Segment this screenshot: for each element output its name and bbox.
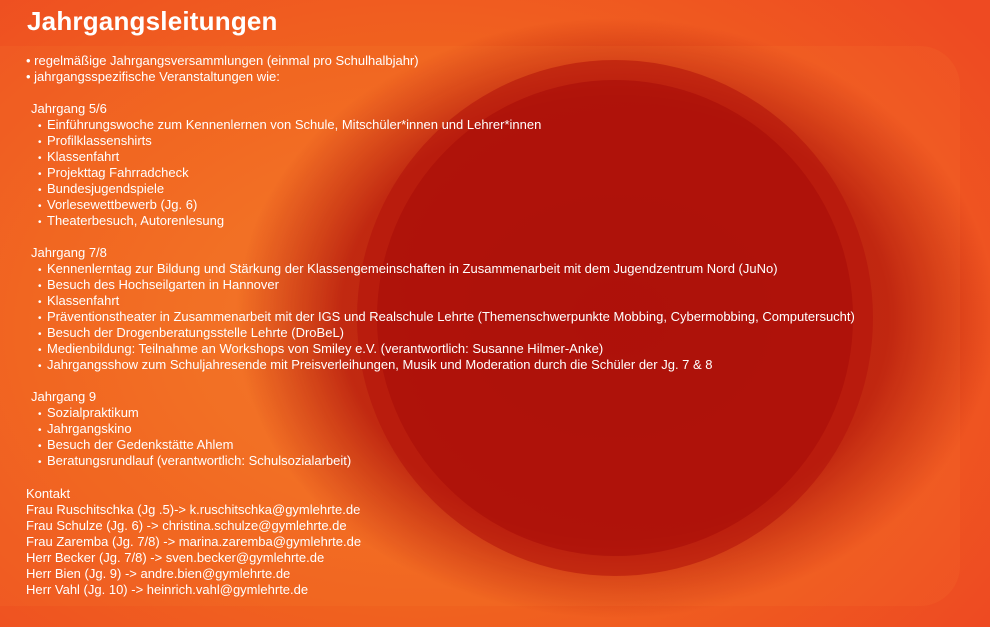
intro-line: • regelmäßige Jahrgangsversammlungen (einmal pro Schulhalbjahr) <box>26 53 419 68</box>
list-item-label: Kennenlerntag zur Bildung und Stärkung der Klassengemeinschaften in Zusammenarbeit mit dem Jugendzentrum Nord (JuNo) <box>47 261 778 276</box>
bullet-icon: • <box>38 153 42 164</box>
list-item-label: Bundesjugendspiele <box>47 181 165 196</box>
bullet-icon: • <box>38 425 42 436</box>
contact-line: Herr Becker (Jg. 7/8) -> sven.becker@gymlehrte.de <box>26 550 325 565</box>
list-item <box>38 453 351 471</box>
bullet-icon: • <box>38 121 42 132</box>
list-item-label: Beratungsrundlauf (verantwortlich: Schulsozialarbeit) <box>47 453 352 468</box>
bullet-icon: • <box>38 361 42 372</box>
contact-line: Frau Ruschitschka (Jg .5)-> k.ruschitschka@gymlehrte.de <box>26 502 361 517</box>
list-item <box>38 357 713 375</box>
intro-line: • jahrgangsspezifische Veranstaltungen wie: <box>26 69 280 84</box>
contact-line: Frau Schulze (Jg. 6) -> christina.schulze@gymlehrte.de <box>26 518 347 533</box>
list-item-label: Jahrgangsshow zum Schuljahresende mit Preisverleihungen, Musik und Moderation durch die Schüler der Jg. 7 & 8 <box>47 357 713 372</box>
list-item-label: Klassenfahrt <box>47 293 120 308</box>
list-item-label: Medienbildung: Teilnahme an Workshops von Smiley e.V. (verantwortlich: Susanne Hilmer-Anke) <box>47 341 604 356</box>
contact-line: Herr Bien (Jg. 9) -> andre.bien@gymlehrte.de <box>26 566 291 581</box>
bullet-icon: • <box>38 169 42 180</box>
list-item-label: Einführungswoche zum Kennenlernen von Schule, Mitschüler*innen und Lehrer*innen <box>47 117 542 132</box>
list-item-label: Vorlesewettbewerb (Jg. 6) <box>47 197 198 212</box>
bullet-icon: • <box>38 329 42 340</box>
bullet-icon: • <box>38 345 42 356</box>
list-item-label: Profilklassenshirts <box>47 133 152 148</box>
list-item-label: Präventionstheater in Zusammenarbeit mit der IGS und Realschule Lehrte (Themenschwerpunkte Mobbing, Cybermobbing, Computersucht) <box>47 309 855 324</box>
list-item <box>38 213 224 231</box>
contact-heading: Kontakt <box>26 486 71 501</box>
list-item-label: Theaterbesuch, Autorenlesung <box>47 213 225 228</box>
bullet-icon: • <box>38 409 42 420</box>
list-item-label: Klassenfahrt <box>47 149 120 164</box>
bullet-icon: • <box>38 201 42 212</box>
contact-line: Frau Zaremba (Jg. 7/8) -> marina.zaremba@gymlehrte.de <box>26 534 362 549</box>
bullet-icon: • <box>38 457 42 468</box>
list-item-label: Besuch der Drogenberatungsstelle Lehrte (DroBeL) <box>47 325 345 340</box>
group-heading: Jahrgang 5/6 <box>31 101 107 116</box>
bullet-icon: • <box>38 217 42 228</box>
list-item-label: Sozialpraktikum <box>47 405 139 420</box>
bullet-icon: • <box>38 441 42 452</box>
bullet-icon: • <box>38 297 42 308</box>
group-heading: Jahrgang 9 <box>31 389 97 404</box>
list-item-label: Projekttag Fahrradcheck <box>47 165 189 180</box>
bullet-icon: • <box>38 185 42 196</box>
list-item-label: Besuch des Hochseilgarten in Hannover <box>47 277 279 292</box>
bullet-icon: • <box>38 281 42 292</box>
page-title: Jahrgangsleitungen <box>27 6 278 36</box>
bullet-icon: • <box>38 265 42 276</box>
bullet-icon: • <box>38 313 42 324</box>
list-item-label: Besuch der Gedenkstätte Ahlem <box>47 437 234 452</box>
contact-line: Herr Vahl (Jg. 10) -> heinrich.vahl@gymlehrte.de <box>26 582 309 597</box>
group-heading: Jahrgang 7/8 <box>31 245 107 260</box>
list-item-label: Jahrgangskino <box>47 421 132 436</box>
bullet-icon: • <box>38 137 42 148</box>
